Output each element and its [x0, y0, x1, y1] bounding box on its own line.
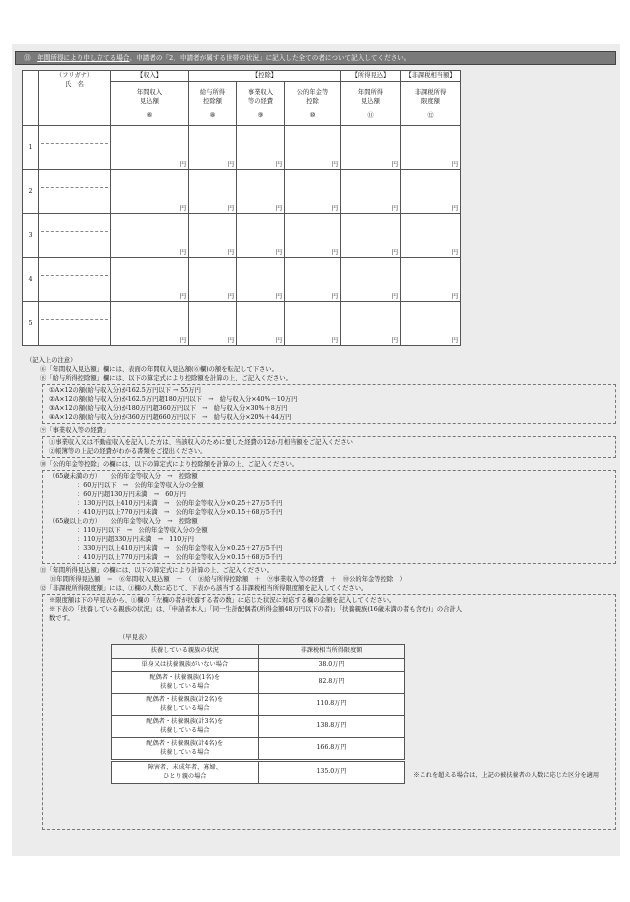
- quick-table-amount: 38.0万円: [258, 658, 405, 672]
- note-12-item: 数です。: [49, 615, 74, 622]
- column-header: 給与所得 控除額 ⑧: [189, 82, 237, 126]
- amount-input-cell[interactable]: 円: [237, 302, 285, 346]
- furigana-line: [41, 266, 108, 276]
- quick-table-header: 扶養している親族の状況: [112, 645, 259, 659]
- row-number: 3: [23, 214, 39, 258]
- name-input-cell[interactable]: [39, 258, 111, 302]
- income-estimate-group-header: 【所得見込】: [341, 71, 401, 82]
- amount-input-cell[interactable]: 円: [341, 302, 401, 346]
- amount-input-cell[interactable]: 円: [285, 258, 341, 302]
- row-number: 1: [23, 126, 39, 170]
- name-label: 氏 名: [65, 81, 84, 88]
- amount-input-cell[interactable]: 円: [285, 126, 341, 170]
- column-header: 事業収入 等の経費 ⑨: [237, 82, 285, 126]
- note-10-item: ：130万円以上410万円未満 → 公的年金等収入分×0.25＋27万5千円: [77, 500, 283, 507]
- notes-section: [26, 356, 616, 832]
- note-10-item: ：60万円以下 → 公的年金等収入分の全額: [77, 482, 204, 489]
- note-10-item: ：330万円以上410万円未満 → 公的年金等収入分×0.25＋27万5千円: [77, 545, 283, 552]
- amount-input-cell[interactable]: 円: [111, 214, 189, 258]
- furigana-line: [41, 134, 108, 144]
- name-input-cell[interactable]: [39, 126, 111, 170]
- furigana-line: [41, 178, 108, 188]
- name-input-cell[interactable]: [39, 170, 111, 214]
- amount-input-cell[interactable]: 円: [341, 214, 401, 258]
- section-underlined-text: 年間所得により申し立てる場合: [37, 54, 130, 62]
- column-header: 公的年金等 控除 ⑩: [285, 82, 341, 126]
- note-10-item: ：410万円以上770万円未満 → 公的年金等収入分×0.15＋68万5千円: [77, 509, 283, 516]
- column-header: 非課税所得 限度額 ⑫: [401, 82, 461, 126]
- amount-input-cell[interactable]: 円: [341, 170, 401, 214]
- amount-input-cell[interactable]: 円: [237, 126, 285, 170]
- amount-input-cell[interactable]: 円: [189, 170, 237, 214]
- row-number: 5: [23, 302, 39, 346]
- note-8-item: ④A×12の額(給与収入分)が360万円超660万円以下 → 給与収入分×20%＋44万円: [49, 414, 292, 421]
- amount-input-cell[interactable]: 円: [237, 170, 285, 214]
- section-header: [15, 51, 616, 65]
- note-10-item: ：410万円以上770万円未満 → 公的年金等収入分×0.15＋68万5千円: [77, 554, 283, 561]
- furigana-line: [41, 310, 108, 320]
- note-12-item: ※限度額は下の早見表から、①欄の「左欄の者が扶養する者の数」に応じた状況に対応する欄の金額を記入してください。: [49, 597, 396, 604]
- note-12-item: ※下表の「扶養している親族の状況」は、「申請者本人」「同一生計配偶者(所得金額48万円以下の者)」「扶養親族(16歳未満の者も含む)」の合計人: [49, 606, 463, 613]
- note-9: ⑨「事業収入等の経費」: [40, 427, 110, 434]
- table-row: [23, 170, 461, 214]
- amount-input-cell[interactable]: 円: [189, 302, 237, 346]
- amount-input-cell[interactable]: 円: [111, 258, 189, 302]
- quick-table-amount: 166.8万円: [258, 738, 405, 761]
- note-8-item: ①A×12の額(給与収入分)が162.5万円以下 → 55万円: [49, 387, 201, 394]
- row-number: 4: [23, 258, 39, 302]
- note-10-box: [42, 470, 616, 564]
- quick-table-status: 障害者、未成年者、寡婦、 ひとり親の場合: [112, 761, 259, 784]
- note-10-item: ：60万円超130万円未満 → 60万円: [77, 491, 186, 498]
- note-8: ⑧「給与所得控除額」欄には、以下の算定式により控除額を計算の上、ご記入ください。: [40, 375, 292, 382]
- row-number: 2: [23, 170, 39, 214]
- note-10-over65: （65歳以上の方） 公的年金等収入分 → 控除額: [49, 518, 198, 525]
- note-8-item: ②A×12の額(給与収入分)が162.5万円超180万円以下 → 給与収入分×40%－10万円: [49, 396, 298, 403]
- name-input-cell[interactable]: [39, 302, 111, 346]
- amount-input-cell[interactable]: 円: [189, 214, 237, 258]
- note-10-under65: （65歳未満の方） 公的年金等収入分 → 控除額: [49, 473, 198, 480]
- quick-table-header: 非課税相当所得限度額: [258, 645, 405, 659]
- amount-input-cell[interactable]: 円: [401, 302, 461, 346]
- quick-table-status: 配偶者・扶養親族(1名)を 扶養している場合: [112, 672, 259, 694]
- deduction-group-header: 【控除】: [189, 71, 341, 82]
- quick-reference-table: [111, 644, 405, 784]
- table-row: [23, 258, 461, 302]
- nontax-group-header: 【非課税相当額】: [401, 71, 461, 82]
- amount-input-cell[interactable]: 円: [285, 214, 341, 258]
- income-group-header: 【収入】: [111, 71, 189, 82]
- quick-table-status: 配偶者・扶養親族(計3名)を 扶養している場合: [112, 716, 259, 738]
- note-8-item: ③A×12の額(給与収入分)が180万円超360万円以下 → 給与収入分×30%＋8万円: [49, 405, 288, 412]
- quick-table-amount: 110.8万円: [258, 694, 405, 716]
- quick-table-amount: 82.8万円: [258, 672, 405, 694]
- amount-input-cell[interactable]: 円: [237, 214, 285, 258]
- row-no-header: [23, 71, 39, 126]
- amount-input-cell[interactable]: 円: [285, 302, 341, 346]
- amount-input-cell[interactable]: 円: [111, 302, 189, 346]
- quick-table-title: （早見表）: [119, 634, 151, 641]
- amount-input-cell[interactable]: 円: [111, 170, 189, 214]
- note-10-item: ：110万円以下 → 公的年金等収入分の全額: [77, 527, 208, 534]
- amount-input-cell[interactable]: 円: [189, 126, 237, 170]
- name-input-cell[interactable]: [39, 214, 111, 258]
- section-header-text: 、申請者の「2．申請者が属する世帯の状況」に記入した全ての者について記入してください。: [129, 54, 411, 62]
- amount-input-cell[interactable]: 円: [401, 214, 461, 258]
- quick-table-status: 配偶者・扶養親族(計4名)を 扶養している場合: [112, 738, 259, 761]
- amount-input-cell[interactable]: 円: [189, 258, 237, 302]
- amount-input-cell[interactable]: 円: [401, 170, 461, 214]
- column-header: 年間収入 見込額 ⑥: [111, 82, 189, 126]
- note-11-formula: ⑪年間所得見込額 ＝ ⑥年間収入見込額 － （ ⑧給与所得控除額 ＋ ⑨事業収入等の経費 ＋ ⑩公的年金等控除 ）: [50, 576, 406, 583]
- note-12-box: [42, 594, 616, 830]
- note-9-box: [42, 436, 616, 458]
- note-9-item: ①事業収入又は不動産収入を記入した方は、当該収入のために要した経費の12か月相当額をご記入ください: [49, 439, 353, 446]
- note-8-box: [42, 384, 616, 424]
- notes-title: （記入上の注意）: [26, 357, 77, 364]
- quick-table-status: 単身又は扶養親族がいない場合: [112, 658, 259, 672]
- amount-input-cell[interactable]: 円: [401, 126, 461, 170]
- amount-input-cell[interactable]: 円: [237, 258, 285, 302]
- note-10-item: ：110万円超330万円未満 → 110万円: [77, 536, 194, 543]
- table-row: [23, 302, 461, 346]
- furigana-label: （フリガナ）: [55, 72, 94, 79]
- note-6: ⑥「年間収入見込額」欄には、表面の年間収入見込額(⑥欄)の額を転記して下さい。: [40, 366, 278, 373]
- section-number: ⑬: [24, 54, 31, 62]
- amount-input-cell[interactable]: 円: [341, 258, 401, 302]
- amount-input-cell[interactable]: 円: [341, 126, 401, 170]
- amount-input-cell[interactable]: 円: [285, 170, 341, 214]
- table-row: [23, 126, 461, 170]
- note-11: ⑪「年間所得見込額」の欄には、以下の算定式により計算の上、ご記入ください。: [40, 567, 273, 574]
- furigana-line: [41, 222, 108, 232]
- note-12: ⑫「非課税所得限度額」には、①欄の人数に応じて、下表から該当する非課税相当所得限度額を記入してください。: [40, 585, 368, 592]
- income-table: [22, 70, 461, 346]
- quick-table-amount: 135.0万円: [258, 761, 405, 784]
- table-row: [23, 214, 461, 258]
- amount-input-cell[interactable]: 円: [111, 126, 189, 170]
- quick-table-amount: 138.8万円: [258, 716, 405, 738]
- quick-table-side-note: ※これを超える場合は、上記の被扶養者の人数に応じた区分を適用: [413, 771, 600, 779]
- note-10: ⑩「公的年金等控除」の欄には、以下の算定式により控除額を計算の上、ご記入ください。: [40, 461, 299, 468]
- note-9-item: ②帳簿等の上記の経費がわかる書類をご提出ください。: [49, 448, 207, 455]
- quick-table-status: 配偶者・扶養親族(計2名)を 扶養している場合: [112, 694, 259, 716]
- column-header: 年間所得 見込額 ⑪: [341, 82, 401, 126]
- name-header: [39, 71, 111, 126]
- amount-input-cell[interactable]: 円: [401, 258, 461, 302]
